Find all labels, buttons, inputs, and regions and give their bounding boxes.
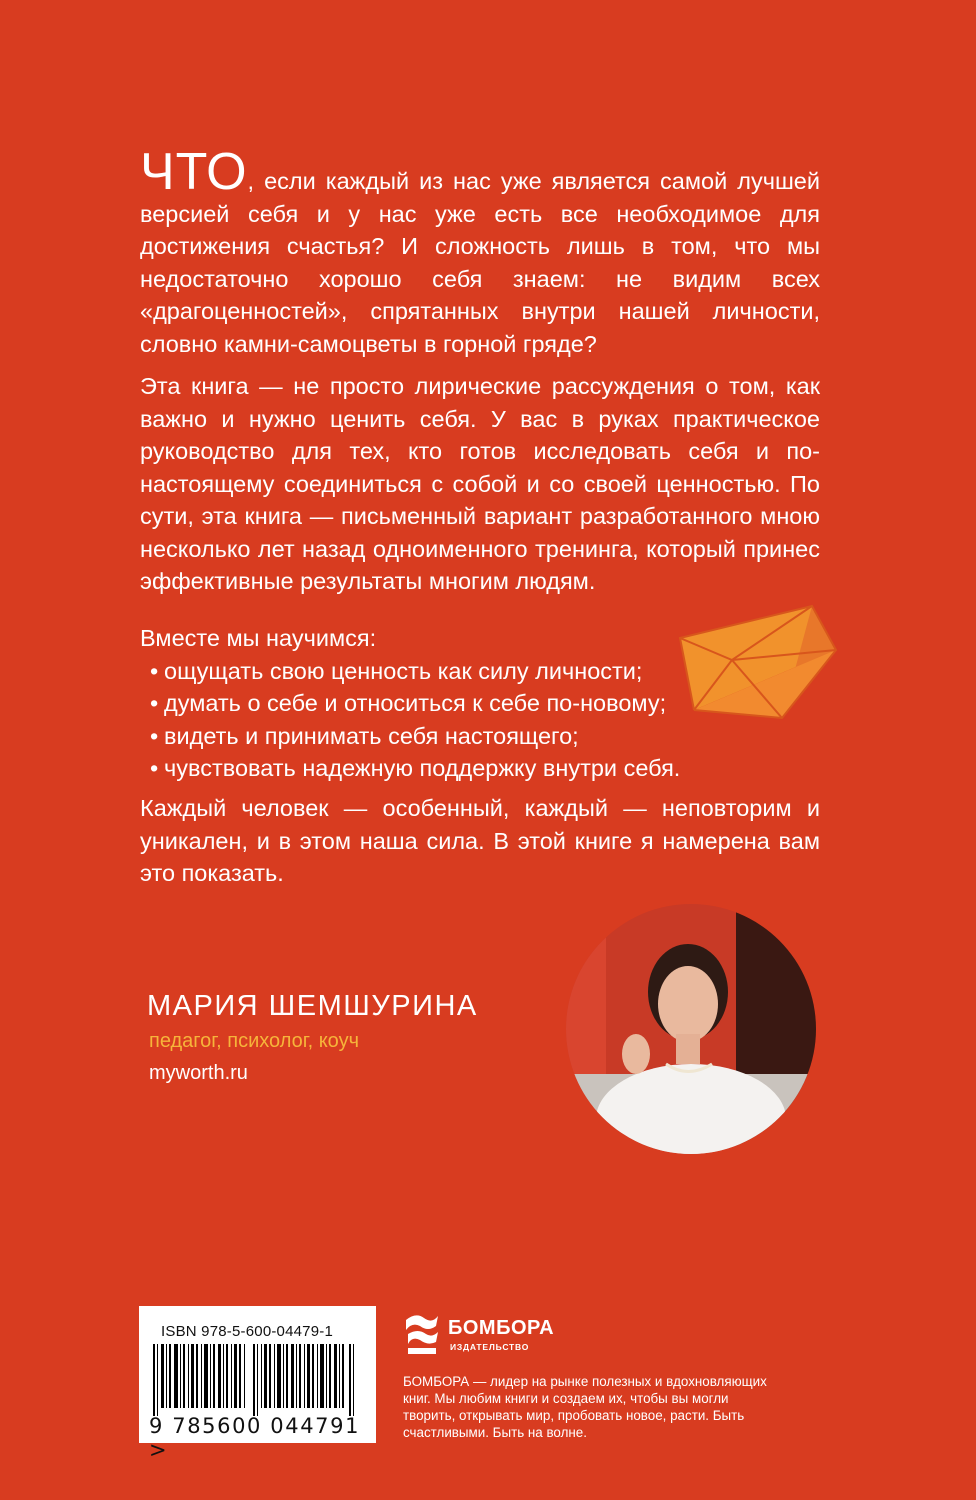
barcode-image <box>153 1344 363 1416</box>
intro-paragraph <box>140 143 820 360</box>
author-website: myworth.ru <box>149 1062 248 1084</box>
author-role: педагог, психолог, коуч <box>149 1030 359 1052</box>
publisher-description: БОМБОРА — лидер на рынке полезных и вдохновляющих книг. Мы любим книги и создаем их, чтобы вы могли творить, открывать мир, пробовать новое, расти. Быть счастливыми. Быть на волне. <box>403 1374 767 1440</box>
intro-lead-word: ЧТО <box>140 143 248 201</box>
barcode-digits: 9 785600 044791 > <box>149 1414 361 1462</box>
isbn-label: ISBN 978-5-600-04479-1 <box>161 1323 334 1340</box>
author-name: МАРИЯ ШЕМШУРИНА <box>147 990 478 1022</box>
list-item: • чувствовать надежную поддержку внутри себя. <box>150 755 681 781</box>
closing-paragraph: Каждый человек — особенный, каждый — неповторим и уникален, и в этом наша сила. В этой книге я намерена вам это показать. <box>140 795 820 886</box>
list-item: • думать о себе и относиться к себе по-новому; <box>150 690 667 716</box>
intro-text: , если каждый из нас уже является самой лучшей версией себя и у нас уже есть все необходимое для достижения счастья? И сложность лишь в том, что мы недостаточно хорошо себя знаем: не видим всех «драгоценностей», спрятанных внутри нашей личности, словно камни-самоцветы в горной гряде? <box>140 168 820 357</box>
bombora-logo-icon <box>402 1310 442 1360</box>
skills-list-heading: Вместе мы научимся: <box>140 625 377 651</box>
publisher-subtitle: ИЗДАТЕЛЬСТВО <box>450 1342 530 1352</box>
barcode-panel <box>139 1306 376 1462</box>
skills-list <box>140 622 820 785</box>
list-item: • ощущать свою ценность как силу личности; <box>150 657 643 684</box>
author-photo <box>566 904 816 1154</box>
publisher-name: БОМБОРА <box>448 1317 555 1339</box>
list-item: • видеть и принимать себя настоящего; <box>150 722 579 749</box>
description-paragraph: Эта книга — не просто лирические рассуждения о том, как важно и нужно ценить себя. У вас в руках практическое руководство для тех, кто готов исследовать себя и по-настоящему соединиться с собой и со своей ценностью. По сути, эта книга — письменный вариант разработанного мною несколько лет назад одноименного тренинга, который принес эффективные результаты многим людям. <box>140 373 820 594</box>
